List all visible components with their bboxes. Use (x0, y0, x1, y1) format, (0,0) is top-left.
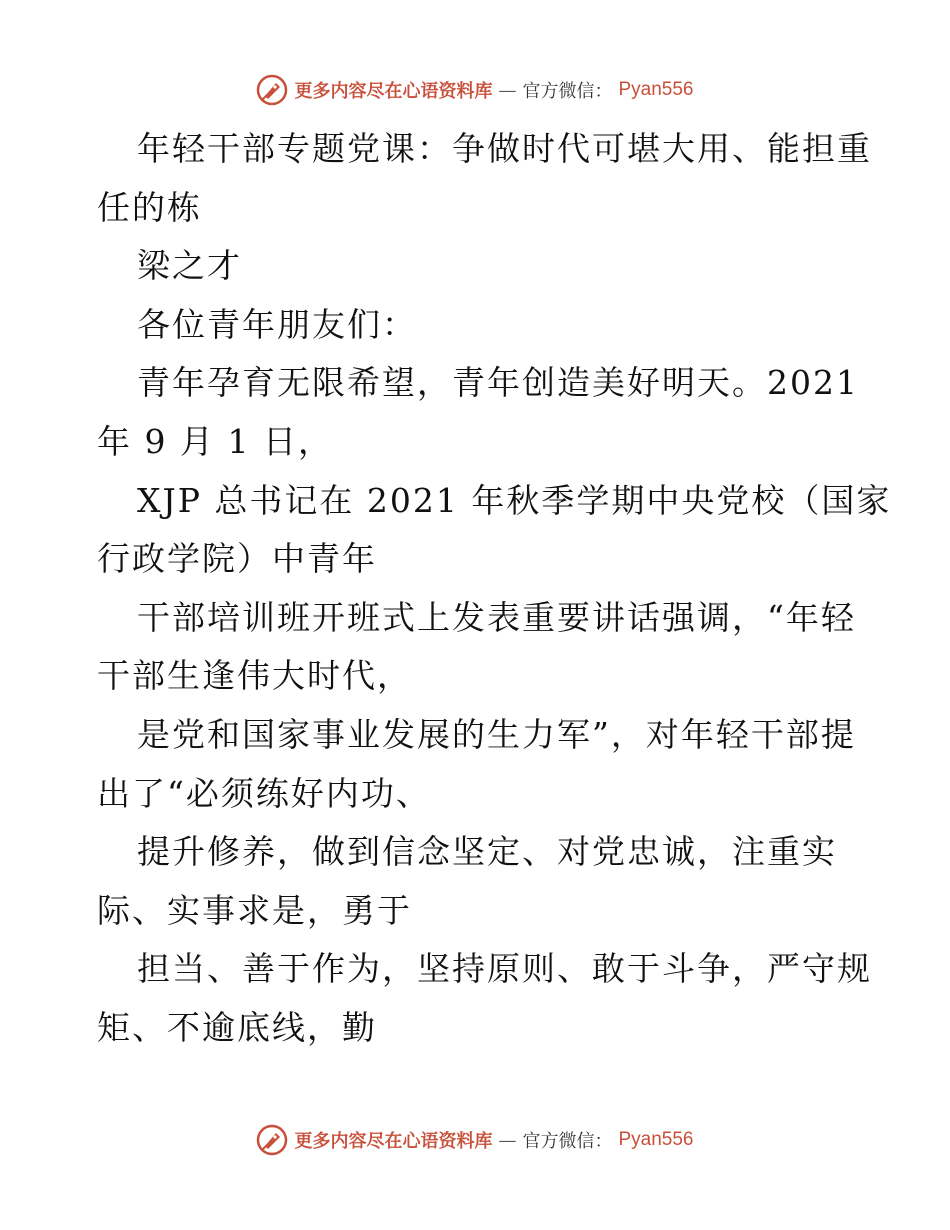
paragraph-line: 干部培训班开班式上发表重要讲话强调，“年轻 (137, 597, 856, 637)
paragraph-line: 出了“必须练好内功、 (97, 773, 431, 813)
banner-wechat-label: 官方微信： (522, 81, 613, 102)
paragraph-line: 是党和国家事业发展的生力军”，对年轻干部提 (137, 714, 856, 754)
banner-separator: — (498, 1129, 517, 1151)
banner-wechat-id: Pyan556 (618, 79, 694, 100)
paragraph-line: 际、实事求是，勇于 (97, 890, 412, 930)
paragraph-line: 矩、不逾底线，勤 (97, 1007, 377, 1047)
banner-brand-text: 更多内容尽在心语资料库 (294, 81, 493, 102)
paragraph-line: 年 9 月 1 日， (97, 421, 333, 461)
banner-separator: — (498, 79, 517, 101)
banner-wechat-label: 官方微信： (522, 1131, 613, 1152)
banner-wechat-id: Pyan556 (618, 1129, 694, 1150)
paragraph-line: 青年孕育无限希望，青年创造美好明天。2021 (137, 363, 859, 403)
pen-nib-logo-icon (256, 1124, 288, 1156)
footer-banner (0, 1122, 950, 1158)
paragraph-line: 担当、善于作为，坚持原则、敢于斗争，严守规 (137, 949, 872, 989)
paragraph-line: 提升修养，做到信念坚定、对党忠诚，注重实 (137, 832, 837, 872)
title-line-3: 梁之才 (137, 246, 242, 286)
paragraph-line: XJP 总书记在 2021 年秋季学期中央党校（国家 (137, 480, 892, 520)
header-banner (0, 72, 950, 108)
title-line-1: 年轻干部专题党课：争做时代可堪大用、能担重 (137, 129, 872, 168)
pen-nib-logo-icon (256, 74, 288, 106)
salutation-line: 各位青年朋友们： (137, 304, 417, 344)
paragraph-line: 行政学院）中青年 (97, 539, 377, 579)
paragraph-line: 干部生逢伟大时代， (97, 656, 412, 696)
banner-brand-text: 更多内容尽在心语资料库 (294, 1131, 493, 1152)
document-body (97, 120, 892, 1058)
title-line-2: 任的栋 (97, 187, 202, 227)
